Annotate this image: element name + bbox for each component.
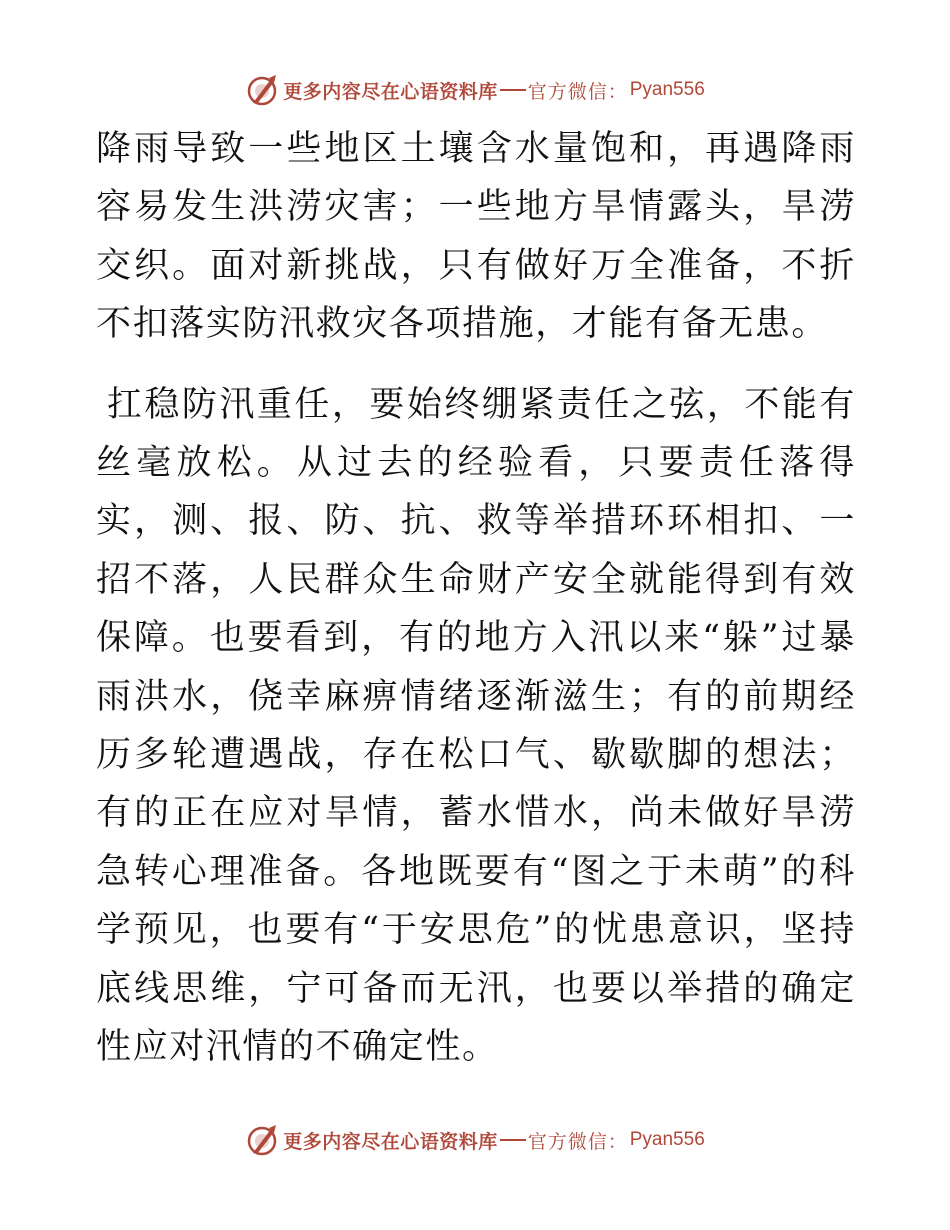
watermark-text: 更多内容尽在心语资料库 [283,1130,498,1153]
watermark-text: 更多内容尽在心语资料库 [283,80,498,103]
watermark-wechat-id: Pyan556 [629,79,705,100]
footer-watermark [0,1122,950,1158]
paragraph-1: 降雨导致一些地区土壤含水量饱和，再遇降雨容易发生洪涝灾害；一些地方旱情露头，旱涝交织。面对新挑战，只有做好万全准备，不折不扣落实防汛救灾各项措施，才能有备无患。 [96,129,856,345]
quill-logo-icon [245,73,279,107]
document-body [96,120,856,1077]
watermark-dash [500,1139,526,1141]
paragraph-2 [96,376,856,1077]
header-watermark [0,72,950,108]
watermark-dash [500,89,526,91]
watermark-wechat-id: Pyan556 [629,1129,705,1150]
watermark-official-label: 官方微信： [527,80,628,103]
paragraph-2-text: 扛稳防汛重任，要始终绷紧责任之弦，不能有丝毫放松。从过去的经验看，只要责任落得实，测、报、防、抗、救等举措环环相扣、一招不落，人民群众生命财产安全就能得到有效保障。也要看到，有的地方入汛以来“躲”过暴雨洪水，侥幸麻痹情绪逐渐滋生；有的前期经历多轮遭遇战，存在松口气、歇歇脚的想法；有的正在应对旱情，蓄水惜水，尚未做好旱涝急转心理准备。各地既要有“图之于未萌”的科学预见，也要有“于安思危”的忧患意识，坚持底线思维，宁可备而无汛，也要以举措的确定性应对汛情的不确定性。 [96,384,856,1068]
quill-logo-icon [245,1123,279,1157]
watermark-official-label: 官方微信： [527,1130,628,1153]
